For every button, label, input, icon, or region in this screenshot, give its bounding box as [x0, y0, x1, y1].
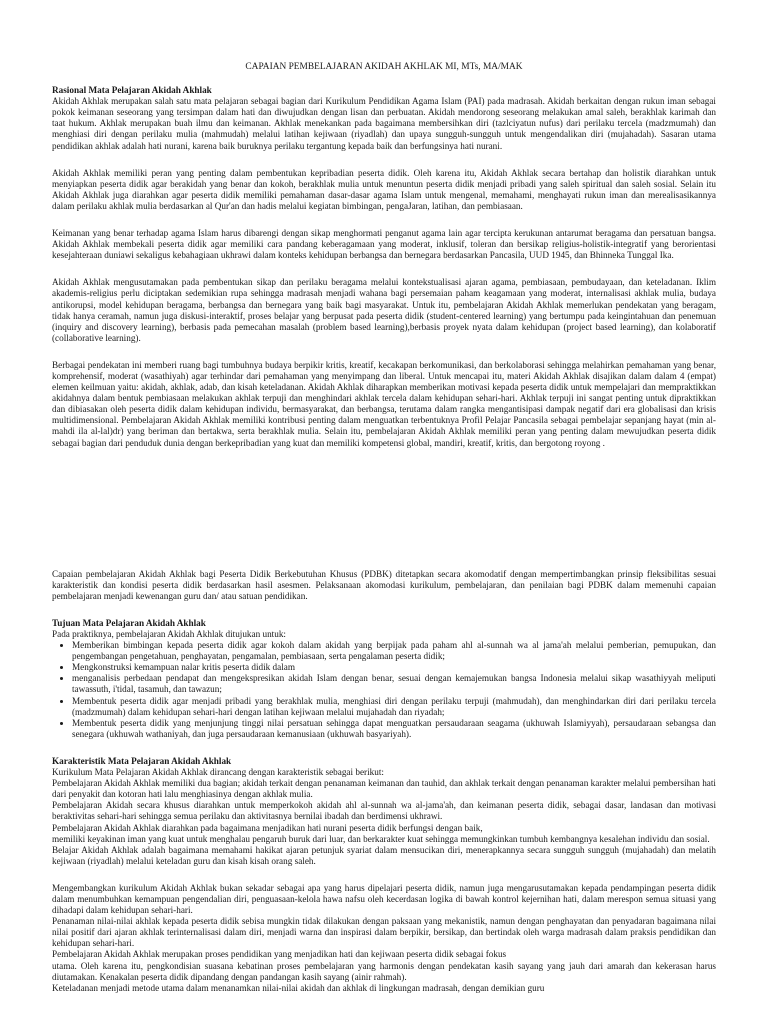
section-heading-karakteristik: Karakteristik Mata Pelajaran Akidah Akhlak [52, 755, 232, 766]
paragraph: Keimanan yang benar terhadap agama Islam harus dibarengi dengan sikap menghormati penganut agama lain agar tercipta kerukunan antarumat beragama dan persatuan bangsa. Akidah Akhlak membekali peserta didik agar memiliki cara pandang keberagamaan yang moderat, inklusif, toleran dan bersikap religius-holistik-integratif yang berorientasi kesejahteraan duniawi sekaligus kebahagiaan ukhrawi dalam konteks kehidupan berbangsa dan bernegara berdasarkan Pancasila, UUD 1945, dan Bhinneka Tunggal Ika. [52, 228, 716, 261]
text-line: memiliki keyakinan iman yang kuat untuk menghalau pengaruh buruk dari luar, dan berkarakter kuat sehingga memungkinkan tumbuh kembangnya kesalehan individu dan sosial. [52, 833, 710, 844]
text-line: Belajar Akidah Akhlak adalah bagaimana memahami hakikat ajaran petunjuk syariat dalam mensucikan diri, menerapkannya secara sungguh sungguh (mujahadah) dan melatih kejiwaan (riyadlah) melalui keteladan guru dan kisah kisah orang saleh. [52, 844, 716, 866]
text-line: Penanaman nilai-nilai akhlak kepada peserta didik sebisa mungkin tidak dilakukan dengan paksaan yang mekanistik, namun dengan penghayatan dan penyadaran bagaimana nilai nilai positif dari ajaran akhlak terinternalisasi dalam diri, menjadi warna dan inspirasi dalam berpikir, bersikap, dan bertindak oleh warga madrasah dalam praksis pendidikan dan kehidupan sehari-hari. [52, 916, 716, 949]
paragraph: Berbagai pendekatan ini memberi ruang bagi tumbuhnya budaya berpikir kritis, kreatif, kecakapan berkomunikasi, dan berkolaborasi sehingga melahirkan pemahaman yang benar, komprehensif, moderat (wasathiyah) agar terhindar dari pemahaman yang menyimpang dan liberal. Untuk mencapai itu, materi Akidah Akhlak disajikan dalam dalam 4 (empat) elemen keilmuan yaitu: akidah, akhlak, adab, dan kisah keteladanan. Akidah Akhlak diharapkan memberikan motivasi kepada peserta didik untuk mempelajari dan mempraktikkan akidahnya dalam bentuk pembiasaan melakukan akhlak terpuji dan menghindari akhlak tercela dalam kehidupan sehari-hari. Akhlak terpuji ini sangat penting untuk dipraktikkan dan dibiasakan oleh peserta didik dalam kehidupan individu, bermasyarakat, dan berbangsa, terutama dalam rangka mengantisipasi dampak negatif dari era globalisasi dan krisis multidimensional. Pembelajaran Akidah Akhlak memiliki kontribusi penting dalam menguatkan terbentuknya Profil Pelajar Pancasila sebagai pembelajar sepanjang hayat (min al-mahdi ila al-lal)dr) yang beriman dan bertakwa, serta berakhlak mulia. Selain itu, pembelajaran Akidah Akhlak memiliki peran yang penting dalam mewujudkan peserta didik sebagai bagian dari penduduk dunia dengan berkepribadian yang kuat dan memiliki kompetensi global, mandiri, kreatif, kritis, dan bergotong royong . [52, 359, 716, 448]
section-heading-tujuan: Tujuan Mata Pelajaran Akidah Akhlak [52, 617, 206, 628]
document-body [52, 62, 716, 994]
paragraph: Akidah Akhlak memiliki peran yang penting dalam pembentukan kepribadian peserta didik. Oleh karena itu, Akidah Akhlak secara bertahap dan holistik diarahkan untuk menyiapkan peserta didik agar berakidah yang benar dan kokoh, berakhlak mulia untuk menuntun peserta didik menjadi pribadi yang saleh spiritual dan saleh sosial. Selain itu Akidah Akhlak juga diarahkan agar peserta didik memiliki pemahaman dasar-dasar agama Islam untuk mengenal, memahami, menghayati rukun iman dan merealisasikannya dalam perilaku akhlak mulia berdasarkan al Qur'an dan hadis melalui kegiatan bimbingan, pengaJaran, latihan, dan pembiasaan. [52, 167, 716, 211]
list-item: • Membentuk peserta didik yang menjunjung tinggi nilai persatuan sehingga dapat menguatkan persaudaraan seagama (ukhuwah Islamiyyah), persaudaraan sebangsa dan senegara (ukhuwah wathaniyah, dan juga persaudaraan kemanusiaan (ukhuwah basyariyah). [72, 718, 716, 740]
list-item: • menganalisis perbedaan pendapat dan mengekspresikan akidah Islam dengan benar, sesuai dengan kemajemukan bangsa Indonesia melalui sikap wasathiyyah meliputi tawassuth, i'tidal, tasamuh, dan tawazun; [72, 673, 716, 695]
list-item: • Mengkonstruksi kemampuan nalar kritis peserta didik dalam [72, 662, 716, 673]
text-line: Pembelajaran Akidah Akhlak memiliki dua bagian; akidah terkait dengan penanaman keimanan dan tauhid, dan akhlak terkait dengan penanaman karakter melalui pembersihan hati dari penyakit dan kotoran hati lalu menghiasinya dengan akhlak mulia. [52, 778, 716, 800]
tujuan-intro: Pada praktiknya, pembelajaran Akidah Akhlak ditujukan untuk: [52, 629, 286, 639]
text-line: Pembelajaran Akidah secara khusus diarahkan untuk memperkokoh akidah ahl al-sunnah wa al-jama'ah, dan keimanan peserta didik, sebagai dasar, landasan dan motivasi beraktivitas sehari-hari sehingga semua perilaku dan aktivitasnya bernilai ibadah dan berdimensi ukhrawi. [52, 800, 716, 822]
list-item: • Memberikan bimbingan kepada peserta didik agar kokoh dalam akidah yang berpijak pada paham ahl al-sunnah wa al jama'ah melalui pemberian, pemupukan, dan pengembangan pengetahuan, penghayatan, pengamalan, pembiasaan, serta pengalaman peserta didik; [72, 640, 716, 662]
text-line: Pembelajaran Akidah Akhlak merupakan proses pendidikan yang menjadikan hati dan kejiwaan peserta didik sebagai fokus [52, 949, 507, 960]
page-title: CAPAIAN PEMBELAJARAN AKIDAH AKHLAK MI, MTs, MA/MAK [245, 62, 523, 72]
text-line: Pembelajaran Akidah Akhlak diarahkan pada bagaimana menjadikan hati nurani peserta didik berfungsi dengan baik, [52, 822, 483, 833]
text-line: Kurikulum Mata Pelajaran Akidah Akhlak dirancang dengan karakteristik sebagai berikut: [52, 767, 384, 778]
text-line: Keteladanan menjadi metode utama dalam menanamkan nilai-nilai akidah dan akhlak di lingkungan madrasah, dengan demikian guru [52, 982, 545, 993]
text-line: Mengembangkan kurikulum Akidah Akhlak bukan sekadar sebagai apa yang harus dipelajari peserta didik, namun juga mengarusutamakan kepada pendampingan peserta didik dalam menumbuhkan kemampuan pengendalian diri, penguasaan-kelola hawa nafsu oleh kecerdasan logika di bawah kontrol kejernihan hati, dalam merespon semua situasi yang dihadapi dalam kehidupan sehari-hari. [52, 882, 716, 916]
list-item: • Membentuk peserta didik agar menjadi pribadi yang berakhlak mulia, menghiasi diri dengan perilaku terpuji (mahmudah), dan menghindarkan diri dari perilaku tercela (madzmumah) dalam kehidupan sehari-hari dengan latihan kejiwaan melalui mujahadah dan riyadah; [72, 696, 716, 718]
tujuan-list [52, 640, 716, 740]
section-heading-rasional: Rasional Mata Pelajaran Akidah Akhlak [52, 85, 212, 96]
text-line: utama. Oleh karena itu, pengkondisian suasana kebatinan proses pembelajaran yang harmonis dengan pendekatan kasih sayang yang jauh dari amarah dan kekerasan harus diutamakan. Kenakalan peserta didik dipandang dengan pandangan kasih sayang (ainir rahmah). [52, 960, 716, 982]
paragraph: Akidah Akhlak mengusutamakan pada pembentukan sikap dan perilaku beragama melalui kontekstualisasi ajaran agama, pembiasaan, pembudayaan, dan keteladanan. Iklim akademis-religius perlu diciptakan sedemikian rupa sehingga madrasah menjadi wahana bagi persemaian paham keagamaan yang moderat, internalisasi akhlak mulia, budaya antikorupsi, model kehidupan beragama, berbangsa dan bernegara yang baik bagi masyarakat. Untuk itu, pembelajaran Akidah Akhlak memerlukan pendekatan yang beragam, tidak hanya ceramah, namun juga diskusi-interaktif, proses belajar yang berpusat pada peserta didik (student-centered learning) yang bertumpu pada keingintahuan dan penemuan (inquiry and discovery learning), berbasis pada pemecahan masalah (problem based learning),berbasis proyek nyata dalam kehidupan (project based learning), dan kolaboratif (collaborative learning). [52, 277, 716, 343]
karakteristik-block-2 [52, 883, 716, 994]
paragraph-pdbk: Capaian pembelajaran Akidah Akhlak bagi Peserta Didik Berkebutuhan Khusus (PDBK) ditetapkan secara akomodatif dengan mempertimbangkan prinsip fleksibilitas sesuai karakteristik dan kondisi peserta didik berdasarkan hasil asesmen. Pelaksanaan akomodasi kurikulum, pembelajaran, dan penilaian bagi PDBK dalam memenuhi capaian pembelajaran menjadi kewenangan guru dan/ atau satuan pendidikan. [52, 568, 716, 601]
karakteristik-block [52, 767, 716, 867]
paragraph: Akidah Akhlak merupakan salah satu mata pelajaran sebagai bagian dari Kurikulum Pendidikan Agama Islam (PAI) pada madrasah. Akidah berkaitan dengan rukun iman sebagai pokok keimanan seseorang yang tersimpan dalam hati dan diwujudkan dengan lisan dan perbuatan. Akidah mendorong seseorang melakukan amal saleh, berakhlak karimah dan taat hukum. Akhlak merupakan buah ilmu dan keimanan. Akhlak menekankan pada bagaimana membersihkan diri (tazlciyatun nufus) dari perilaku tercela (madzmumah) dan menghiasi diri dengan perilaku mulia (mahmudah) melalui latihan kejiwaan (riyadlah) dan upaya sungguh-sungguh untuk mengendalikan diri (mujahadah). Sasaran utama pendidikan akhlak adalah hati nurani, karena baik buruknya perilaku tergantung kepada baik dan berfungsinya hati nurani. [52, 96, 716, 151]
